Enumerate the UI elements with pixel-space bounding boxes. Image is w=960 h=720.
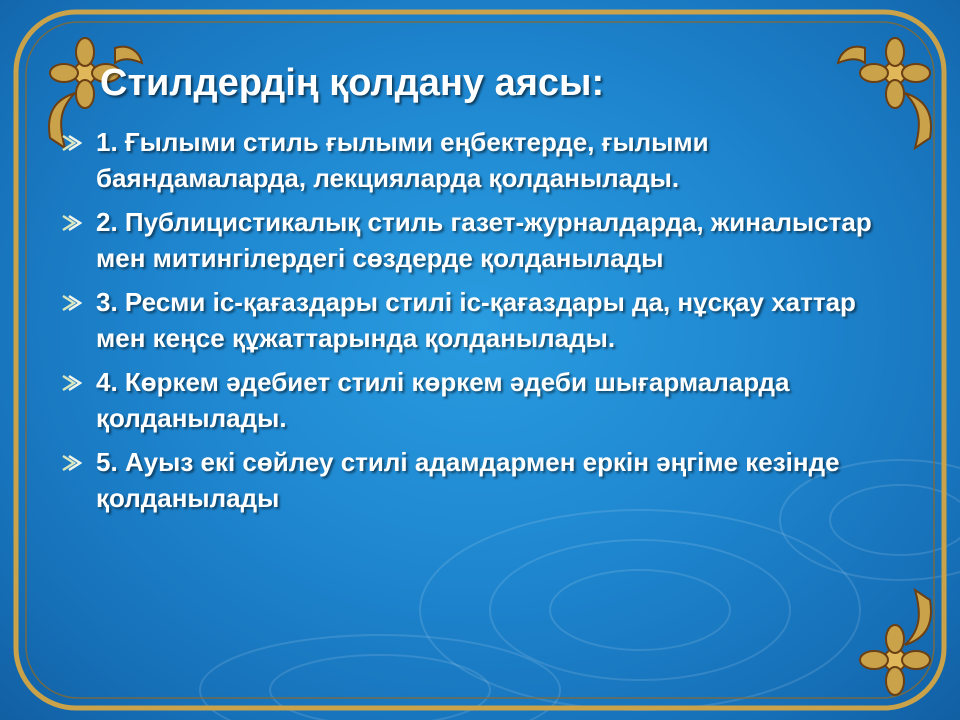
arrow-bullet-icon [60, 293, 82, 313]
list-item-text: 1. Ғылыми стиль ғылыми еңбектерде, ғылыми баяндамаларда, лекцияларда қолданылады. [96, 127, 709, 193]
bullet-list [58, 124, 878, 524]
list-item [58, 444, 878, 516]
arrow-bullet-icon [60, 453, 82, 473]
floral-ornament-icon [830, 560, 950, 710]
arrow-bullet-icon [60, 133, 82, 153]
arrow-bullet-icon [60, 213, 82, 233]
list-item-text: 3. Ресми іс-қағаздары стилі іс-қағаздары да, нұсқау хаттар мен кеңсе құжаттарында қолданылады. [96, 287, 856, 353]
arrow-bullet-icon [60, 373, 82, 393]
list-item [58, 284, 878, 356]
list-item-text: 5. Ауыз екі сөйлеу стилі адамдармен еркін әңгіме кезінде қолданылады [96, 447, 840, 513]
list-item [58, 124, 878, 196]
slide-title: Стилдердің қолдану аясы: [100, 62, 605, 104]
list-item [58, 364, 878, 436]
list-item-text: 4. Көркем әдебиет стилі көркем әдеби шығармаларда қолданылады. [96, 367, 790, 433]
list-item [58, 204, 878, 276]
list-item-text: 2. Публицистикалық стиль газет-журналдарда, жиналыстар мен митингілердегі сөздерде қолданылады [96, 207, 872, 273]
